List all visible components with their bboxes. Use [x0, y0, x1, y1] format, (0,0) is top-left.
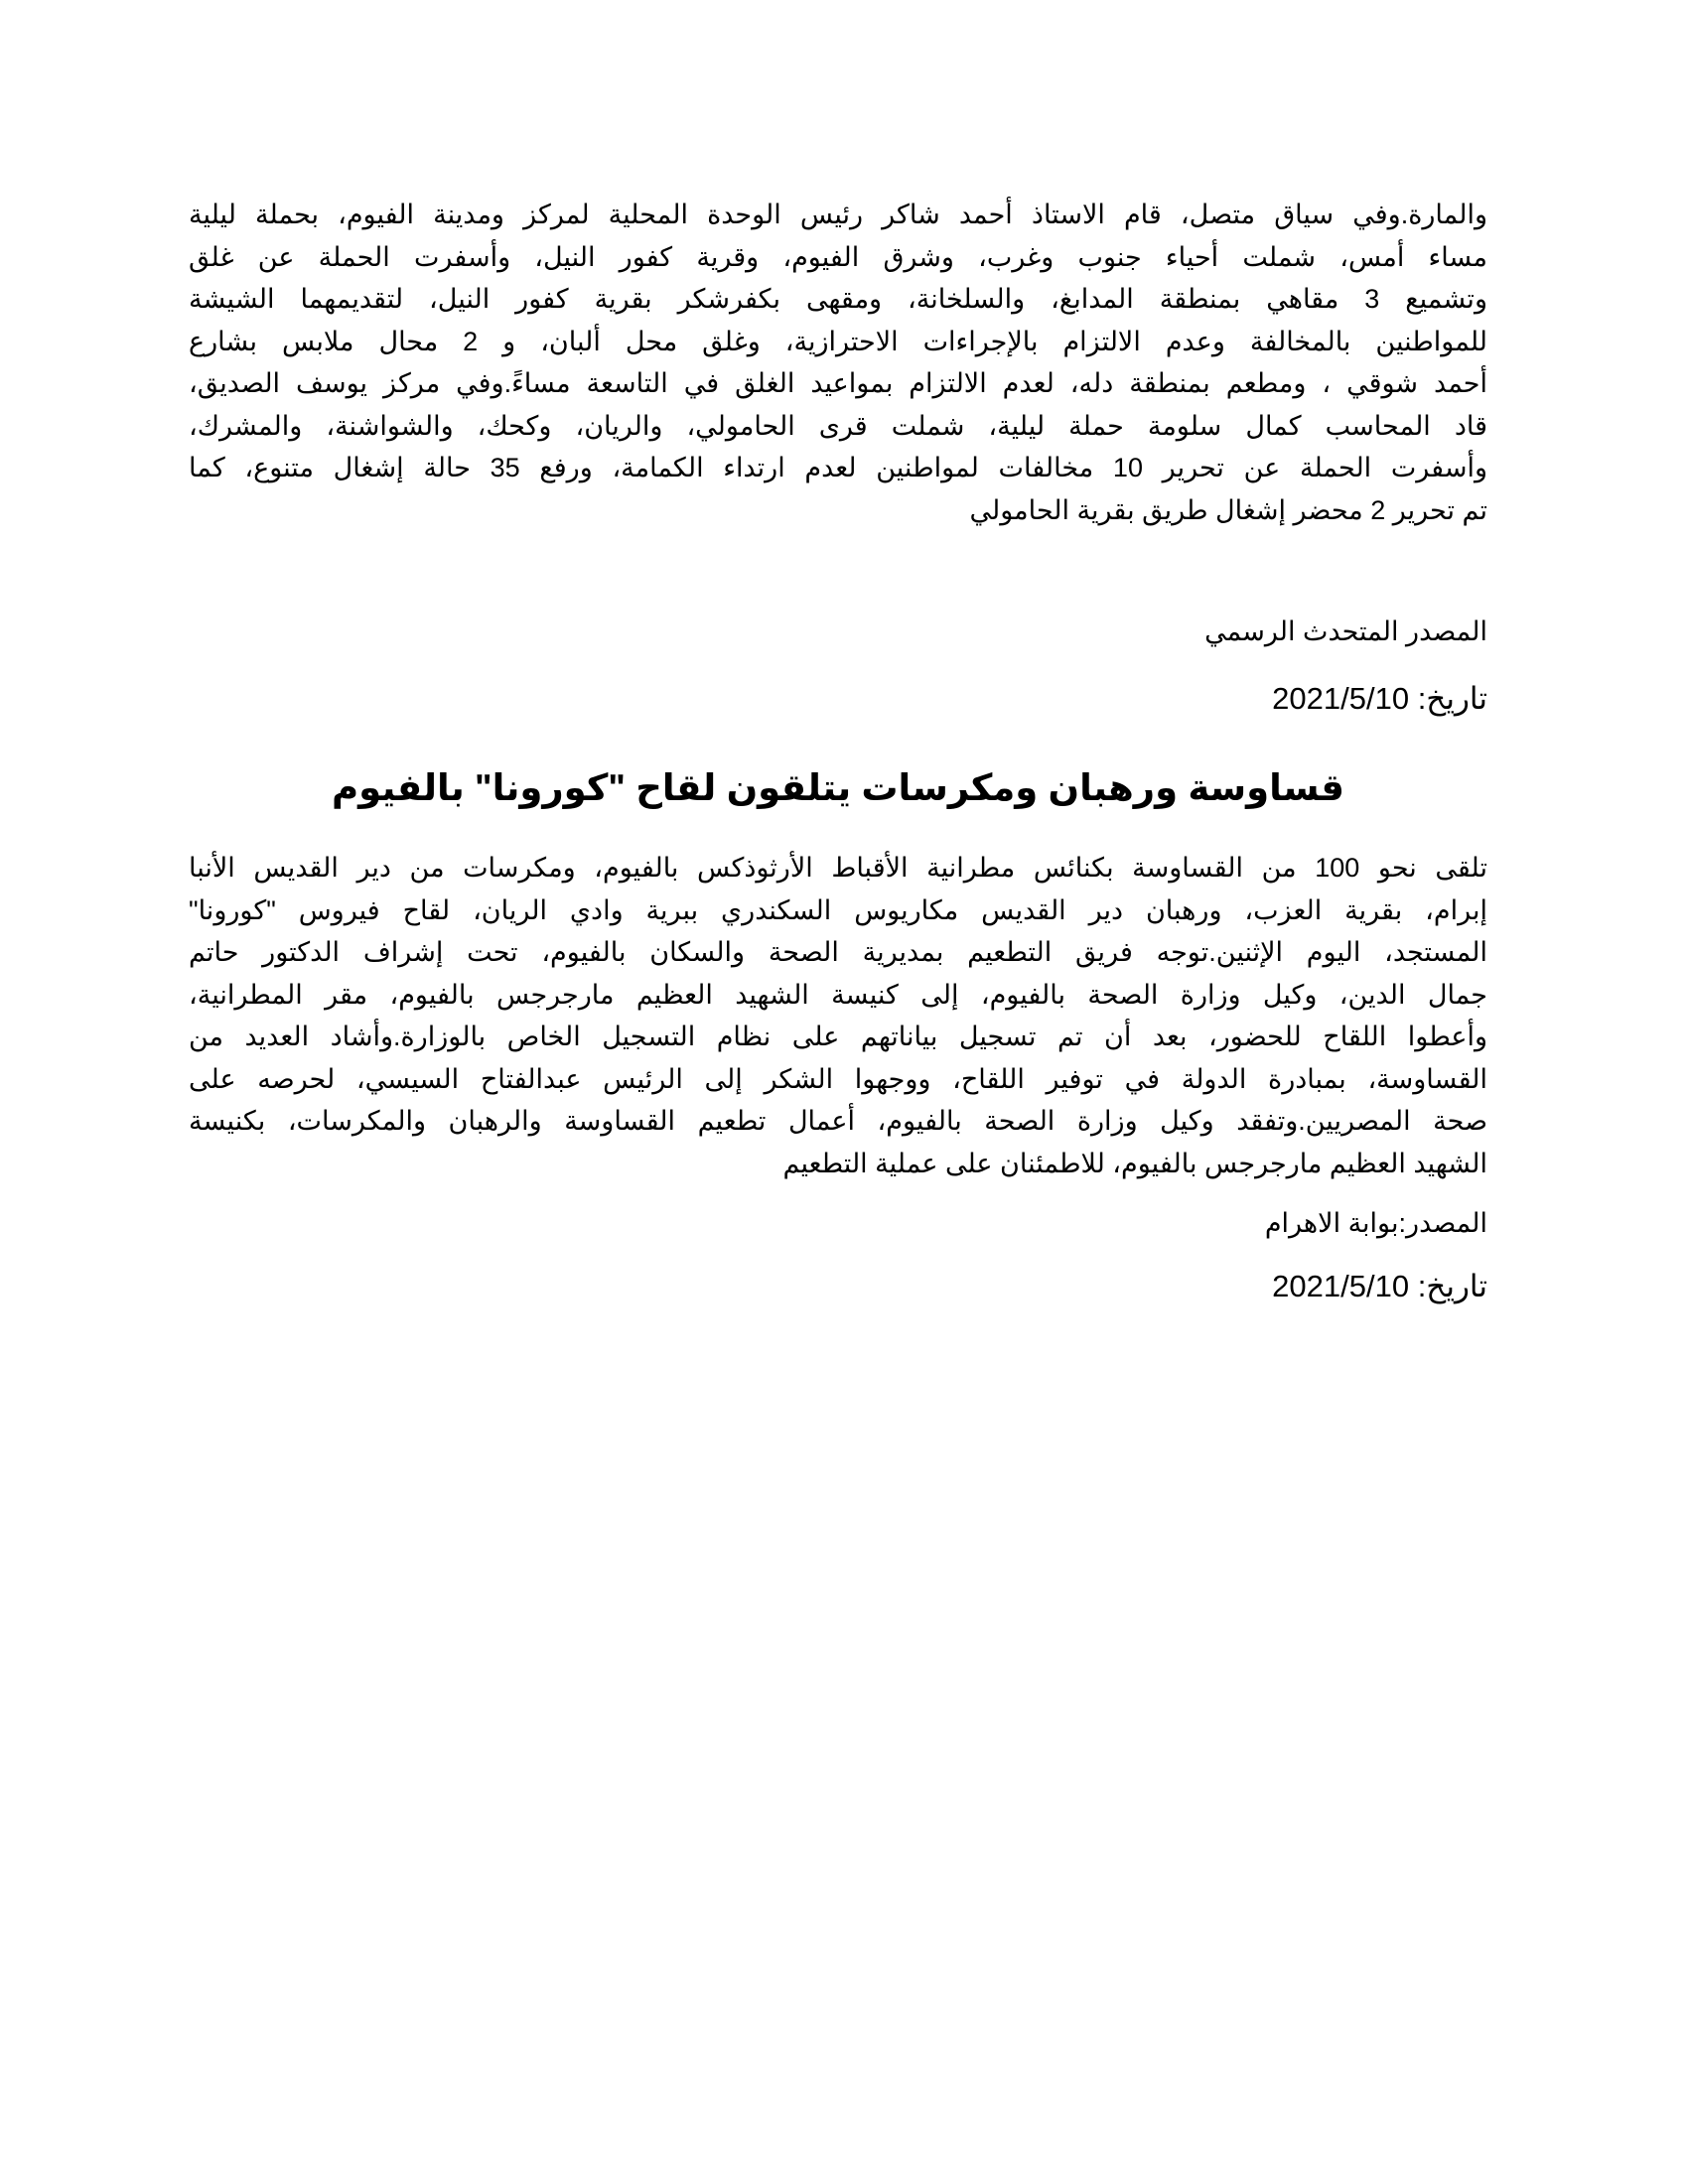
article2-line: إبرام، بقرية العزب، ورهبان دير القديس مكاريوس السكندري ببرية وادي الريان، لقاح فيروس "كورونا"	[189, 894, 1487, 925]
article1-line: أحمد شوقي ، ومطعم بمنطقة دله، لعدم الالتزام بمواعيد الغلق في التاسعة مساءً.وفي مركز يوسف الصديق،	[189, 368, 1487, 398]
article2-line: تلقى نحو 100 من القساوسة بكنائس مطرانية الأقباط الأرثوذكس بالفيوم، ومكرسات من دير القديس الأنبا	[189, 853, 1487, 883]
article1-line: مساء أمس، شملت أحياء جنوب وغرب، وشرق الفيوم، وقرية كفور النيل، وأسفرت الحملة عن غلق	[189, 241, 1487, 272]
article2-line: صحة المصريين.وتفقد وكيل وزارة الصحة بالفيوم، أعمال تطعيم القساوسة والرهبان والمكرسات، بكنيسة	[189, 1106, 1487, 1136]
article1-date: تاريخ: 2021/5/10	[1272, 681, 1487, 716]
article1-line: وتشميع 3 مقاهي بمنطقة المدابغ، والسلخانة، ومقهى بكفرشكر بقرية كفور النيل، لتقديمهما الشيشة	[189, 284, 1487, 314]
article2-body	[189, 847, 1487, 1184]
article1-source: المصدر المتحدث الرسمي	[1204, 616, 1487, 646]
article2-line: المستجد، اليوم الإثنين.توجه فريق التطعيم بمديرية الصحة والسكان بالفيوم، تحت إشراف الدكتور حاتم	[189, 937, 1487, 967]
article2-source: المصدر:بوابة الاهرام	[1264, 1208, 1487, 1238]
article2-line: القساوسة، بمبادرة الدولة في توفير اللقاح، ووجهوا الشكر إلى الرئيس عبدالفتاح السيسي، لحرصه على	[189, 1063, 1487, 1094]
article2-line: جمال الدين، وكيل وزارة الصحة بالفيوم، إلى كنيسة الشهيد العظيم مارجرجس بالفيوم، مقر المطرانية،	[189, 979, 1487, 1010]
article2-line: وأعطوا اللقاح للحضور، بعد أن تم تسجيل بياناتهم على نظام التسجيل الخاص بالوزارة.وأشاد العديد من	[189, 1022, 1487, 1051]
article1-body	[189, 194, 1487, 531]
article2-headline: قساوسة ورهبان ومكرسات يتلقون لقاح "كورونا" بالفيوم	[332, 767, 1344, 808]
article1-line: للمواطنين بالمخالفة وعدم الالتزام بالإجراءات الاحترازية، وغلق محل ألبان، و 2 محال ملابس بشارع	[189, 326, 1487, 356]
article1-line: تم تحرير 2 محضر إشغال طريق بقرية الحامولي	[969, 494, 1487, 525]
article1-line: وأسفرت الحملة عن تحرير 10 مخالفات لمواطنين لعدم ارتداء الكمامة، ورفع 35 حالة إشغال متنوع، كما	[189, 453, 1488, 482]
article1-line: قاد المحاسب كمال سلومة حملة ليلية، شملت قرى الحامولي، والريان، وكحك، والشواشنة، والمشرك،	[189, 410, 1487, 441]
article2-date: تاريخ: 2021/5/10	[1272, 1269, 1487, 1303]
document-page	[189, 194, 1487, 1304]
article2-line: الشهيد العظيم مارجرجس بالفيوم، للاطمئنان على عملية التطعيم	[782, 1148, 1487, 1178]
article1-line: والمارة.وفي سياق متصل، قام الاستاذ أحمد شاكر رئيس الوحدة المحلية لمركز ومدينة الفيوم، بحملة ليلية	[189, 200, 1487, 229]
